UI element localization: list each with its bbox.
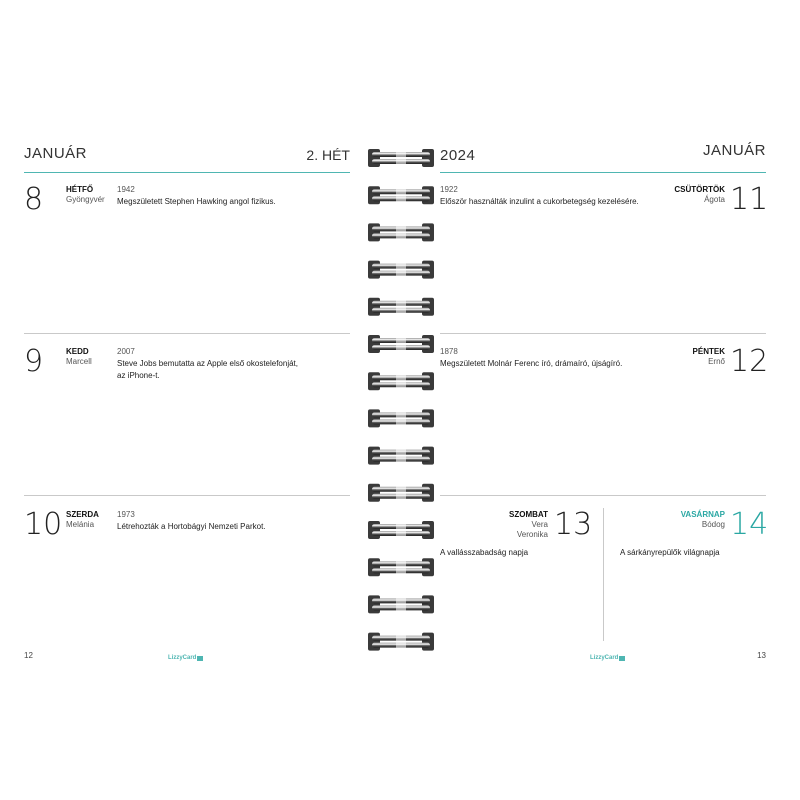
day-name-thursday: CSÜTÖRTÖK [674,185,725,194]
spiral-ring-icon [368,633,434,651]
spiral-ring-icon [368,261,434,279]
event-year-10: 1973 [117,510,135,519]
event-text-10: Létrehozták a Hortobágyi Nemzeti Parkot. [117,522,266,531]
day-number-11: 11 [730,182,769,217]
day-name-sunday: VASÁRNAP [680,510,725,519]
spiral-ring-icon [368,595,434,613]
logo-mark-icon [619,656,625,661]
spiral-ring-icon [368,186,434,204]
event-text-12: Megszületett Molnár Ferenc író, drámaíró, újságíró. [440,359,623,368]
left-divider-2 [24,495,350,496]
right-logo-text: LizzyCard [590,655,619,661]
nameday-14: Bódog [701,520,725,529]
day-number-10: 10 [24,507,63,542]
left-header-rule [24,172,350,173]
spiral-ring-icon [368,223,434,241]
event-text-8: Megszületett Stephen Hawking angol fizikus. [117,197,276,206]
spiral-rings-svg [366,147,438,657]
day-number-9: 9 [24,344,44,379]
left-month-title: JANUÁR [24,145,88,162]
event-text-9-line1: Steve Jobs bemutatta az Apple első okostelefonját, [117,359,299,368]
day-number-12: 12 [730,344,769,379]
nameday-13-b: Veronika [516,530,548,539]
nameday-9: Marcell [66,357,92,366]
nameday-8: Gyöngyvér [66,195,105,204]
left-logo-text: LizzyCard [168,655,197,661]
day-name-wednesday: SZERDA [66,510,99,519]
note-14: A sárkányrepülők világnapja [620,548,720,557]
event-year-9: 2007 [117,347,135,356]
spiral-ring-icon [368,558,434,576]
left-divider-1 [24,333,350,334]
right-page-number: 13 [757,651,766,660]
weekend-divider [603,508,604,641]
nameday-12: Ernő [708,357,725,366]
spiral-ring-icon [368,298,434,316]
spiral-binding [366,147,438,657]
left-logo [168,655,203,661]
right-divider-2 [440,495,766,496]
day-name-saturday: SZOMBAT [509,510,548,519]
nameday-10: Melánia [66,520,95,529]
note-13: A vallásszabadság napja [440,548,529,557]
right-header-rule [440,172,766,173]
spiral-ring-icon [368,484,434,502]
year-label: 2024 [440,147,476,164]
day-name-monday: HÉTFŐ [66,185,94,194]
day-name-friday: PÉNTEK [692,347,725,356]
event-year-12: 1878 [440,347,458,356]
spiral-ring-icon [368,149,434,167]
spiral-ring-icon [368,521,434,539]
event-text-9-line2: az iPhone-t. [117,371,160,380]
event-text-11: Először használták inzulint a cukorbetegség kezelésére. [440,197,639,206]
spiral-ring-icon [368,409,434,427]
day-number-13: 13 [554,507,593,542]
week-label: 2. HÉT [306,147,350,163]
day-number-14: 14 [730,507,769,542]
logo-mark-icon [197,656,203,661]
event-year-11: 1922 [440,185,458,194]
left-page-number: 12 [24,651,33,660]
right-month-title: JANUÁR [702,142,766,159]
day-number-8: 8 [24,182,44,217]
spiral-ring-icon [368,372,434,390]
spiral-ring-icon [368,447,434,465]
day-name-tuesday: KEDD [66,347,89,356]
nameday-13-a: Vera [531,520,548,529]
event-year-8: 1942 [117,185,135,194]
spiral-ring-icon [368,335,434,353]
right-divider-1 [440,333,766,334]
right-logo [590,655,625,661]
nameday-11: Ágota [704,195,725,204]
